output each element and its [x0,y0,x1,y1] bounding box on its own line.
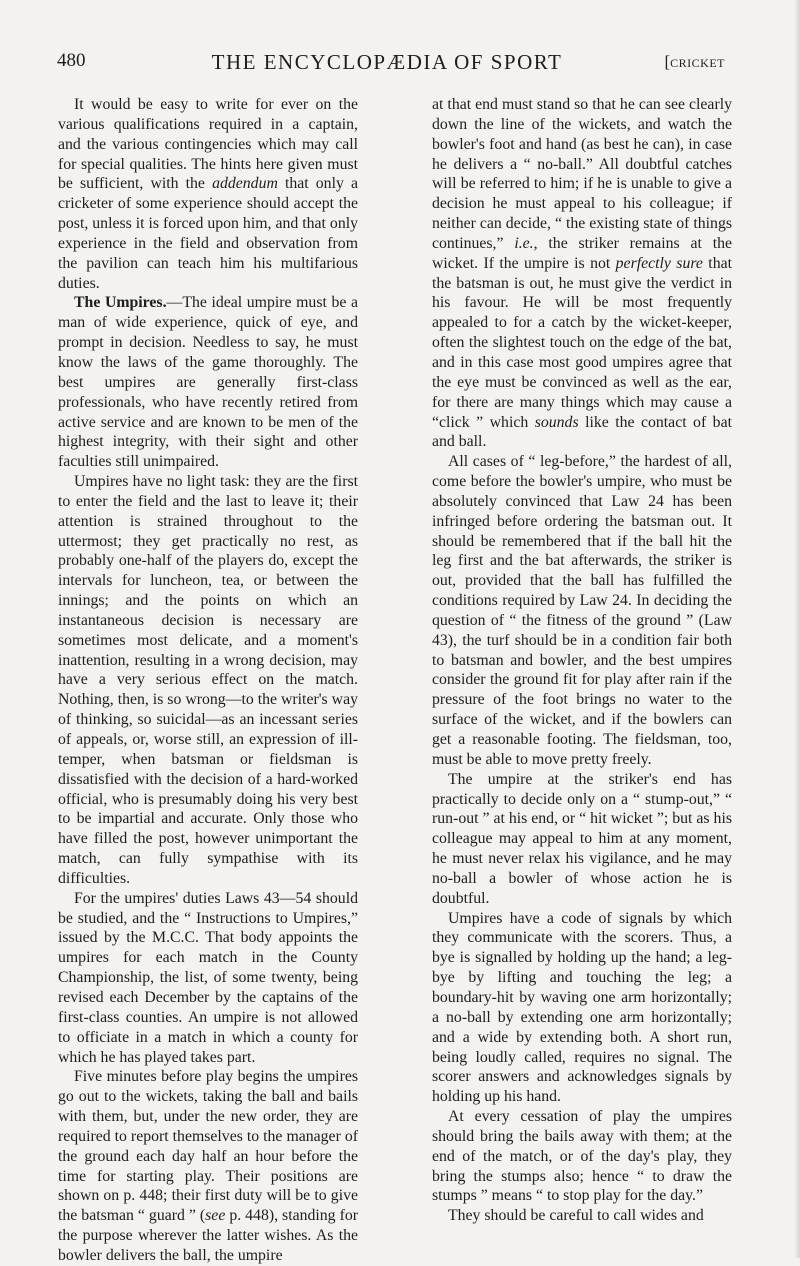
italic-run: addendum [212,175,278,193]
paragraph-captain-hints [58,95,358,293]
text-run: , the striker remains at the wicket. If the umpire is not [432,234,733,272]
page-header [57,50,725,80]
text-run: that the batsman is out, he must give the verdict in his favour. He will be most frequently appealed to for a catch by the wicket-keeper, often the slightest touch on the edge of the bat, and in this case most good umpires agree that the eye must be convinced as well as the ear, for there are many things which may cause a “click ” which [432,254,732,431]
section-tag-label: CRICKET [670,56,725,70]
text-run: —The ideal umpire must be a man of wide experience, quick of eye, and prompt in decision. Needless to say, he must know the laws of the game thoroughly. The best umpires are generally first-class professionals, who have recently retired from active service and are known to be men of the highest integrity, with their sight and other faculties still unimpaired. [58,294,358,471]
text-run: It would be easy to write for ever on the various qualifications required in a captain, and the various contingencies which may call for special qualities. The hints here given must be sufficient, with the [58,96,358,193]
italic-run: see [205,1207,226,1225]
text-run: that only a cricketer of some experience should accept the post, unless it is forced upon him, and that only experience in the field and observation from the pavilion can teach him his multifarious duties. [58,175,358,292]
italic-run: i.e. [514,234,534,252]
italic-run: perfectly sure [615,254,703,272]
section-tag [664,52,725,72]
page-number: 480 [57,50,86,71]
paragraph-before-play [58,1067,358,1265]
right-column [432,95,732,1226]
section-bracket: [ [664,52,671,71]
paragraph-cessation: At every cessation of play the umpires should bring the bails away with them; at the end of the match, or of the day's play, they bring the stumps also; hence “ to draw the stumps ” means “ to stop play for the day.” [432,1108,732,1205]
paragraph-umpire-duties-laws: For the umpires' duties Laws 43—54 should be studied, and the “ Instructions to Umpires,” issued by the M.C.C. That body appoints the umpires for each match in the County Championship, the list, of some twenty, being revised each December by the captains of the first-class counties. An umpire is not allowed to officiate in a match in which a county for which he has played takes part. [58,889,358,1066]
left-column [58,95,358,1266]
page-edge-shadow [794,0,800,1258]
running-title: THE ENCYCLOPÆDIA OF SPORT [211,50,563,74]
section-heading-umpires: The Umpires. [74,294,167,312]
paragraph-wides: They should be careful to call wides and [448,1207,704,1225]
paragraph-umpire-task: Umpires have no light task: they are the first to enter the field and the last to leave it; their attention is strained throughout to the uttermost; they get practically no rest, as probably one-half of the players do, except the intervals for luncheon, tea, or between the innings; and the points on which an instantaneous decision is necessary are sometimes most delicate, and a moment's inattention, resulting in a wrong decision, may have a very serious effect on the match. Nothing, then, is so wrong—to the writer's way of thinking, so suicidal—as an incessant series of appeals, or, worse still, an expression of ill-temper, when batsman or fieldsman is dissatisfied with the decision of a hard-worked official, who is presumably doing his very best to be impartial and accurate. Only those who have filled the post, however unimportant the match, can fully sympathise with its difficulties. [58,473,358,887]
paragraph-leg-before: All cases of “ leg-before,” the hardest of all, come before the bowler's umpire, who must be absolutely convinced that Law 24 has been infringed before ordering the batsman out. It should be remembered that if the ball hit the leg first and the bat afterwards, the striker is out, provided that the ball has fulfilled the conditions required by Law 24. In deciding the question of “ the fitness of the ground ” (Law 43), the turf should be in a condition fair both to batsman and bowler, and the best umpires consider the ground fit for play after rain if the pressure of the foot brings no water to the surface of the wicket, and if the bowlers can get a reasonable footing. The fieldsman, too, must be able to move pretty freely. [432,453,732,768]
text-run: p. 448), standing for the purpose wherever the latter wishes. As the bowler delivers the ball, the umpire [58,1207,358,1264]
paragraph-signals: Umpires have a code of signals by which they communicate with the scorers. Thus, a bye is signalled by holding up the hand; a leg-bye by lifting and touching the leg; a boundary-hit by waving one arm horizontally; a no-ball by extending one arm horizontally; and a wide by extending both. A short run, being loudly called, requires no signal. The scorer answers and acknowledges signals by holding up his hand. [432,909,732,1106]
italic-run: sounds [534,413,579,431]
paragraph-bowlers-end [432,95,732,452]
text-run: at that end must stand so that he can see clearly down the line of the wickets, and watch the bowler's foot and hand (as best he can), in case he delivers a “ no-ball.” All doubtful catches will be referred to him; if he is unable to give a decision he must appeal to his colleague; if neither can decide, “ the existing state of things continues,” [432,96,732,252]
text-run: Five minutes before play begins the umpires go out to the wickets, taking the ball and bails with them, but, under the new order, they are required to report themselves to the manager of the ground each day half an hour before the time for starting play. Their positions are shown on p. 448; their first duty will be to give the batsman “ guard ” ( [58,1068,358,1225]
paragraph-umpires-intro [58,293,358,472]
paragraph-strikers-end: The umpire at the striker's end has practically to decide only on a “ stump-out,” “ run-out ” at his end, or “ hit wicket ”; but as his colleague may appeal to him at any moment, he must never relax his vigilance, and he may no-ball a bowler of whose action he is doubtful. [432,770,732,907]
text-run: like the contact of bat and ball. [432,413,732,451]
